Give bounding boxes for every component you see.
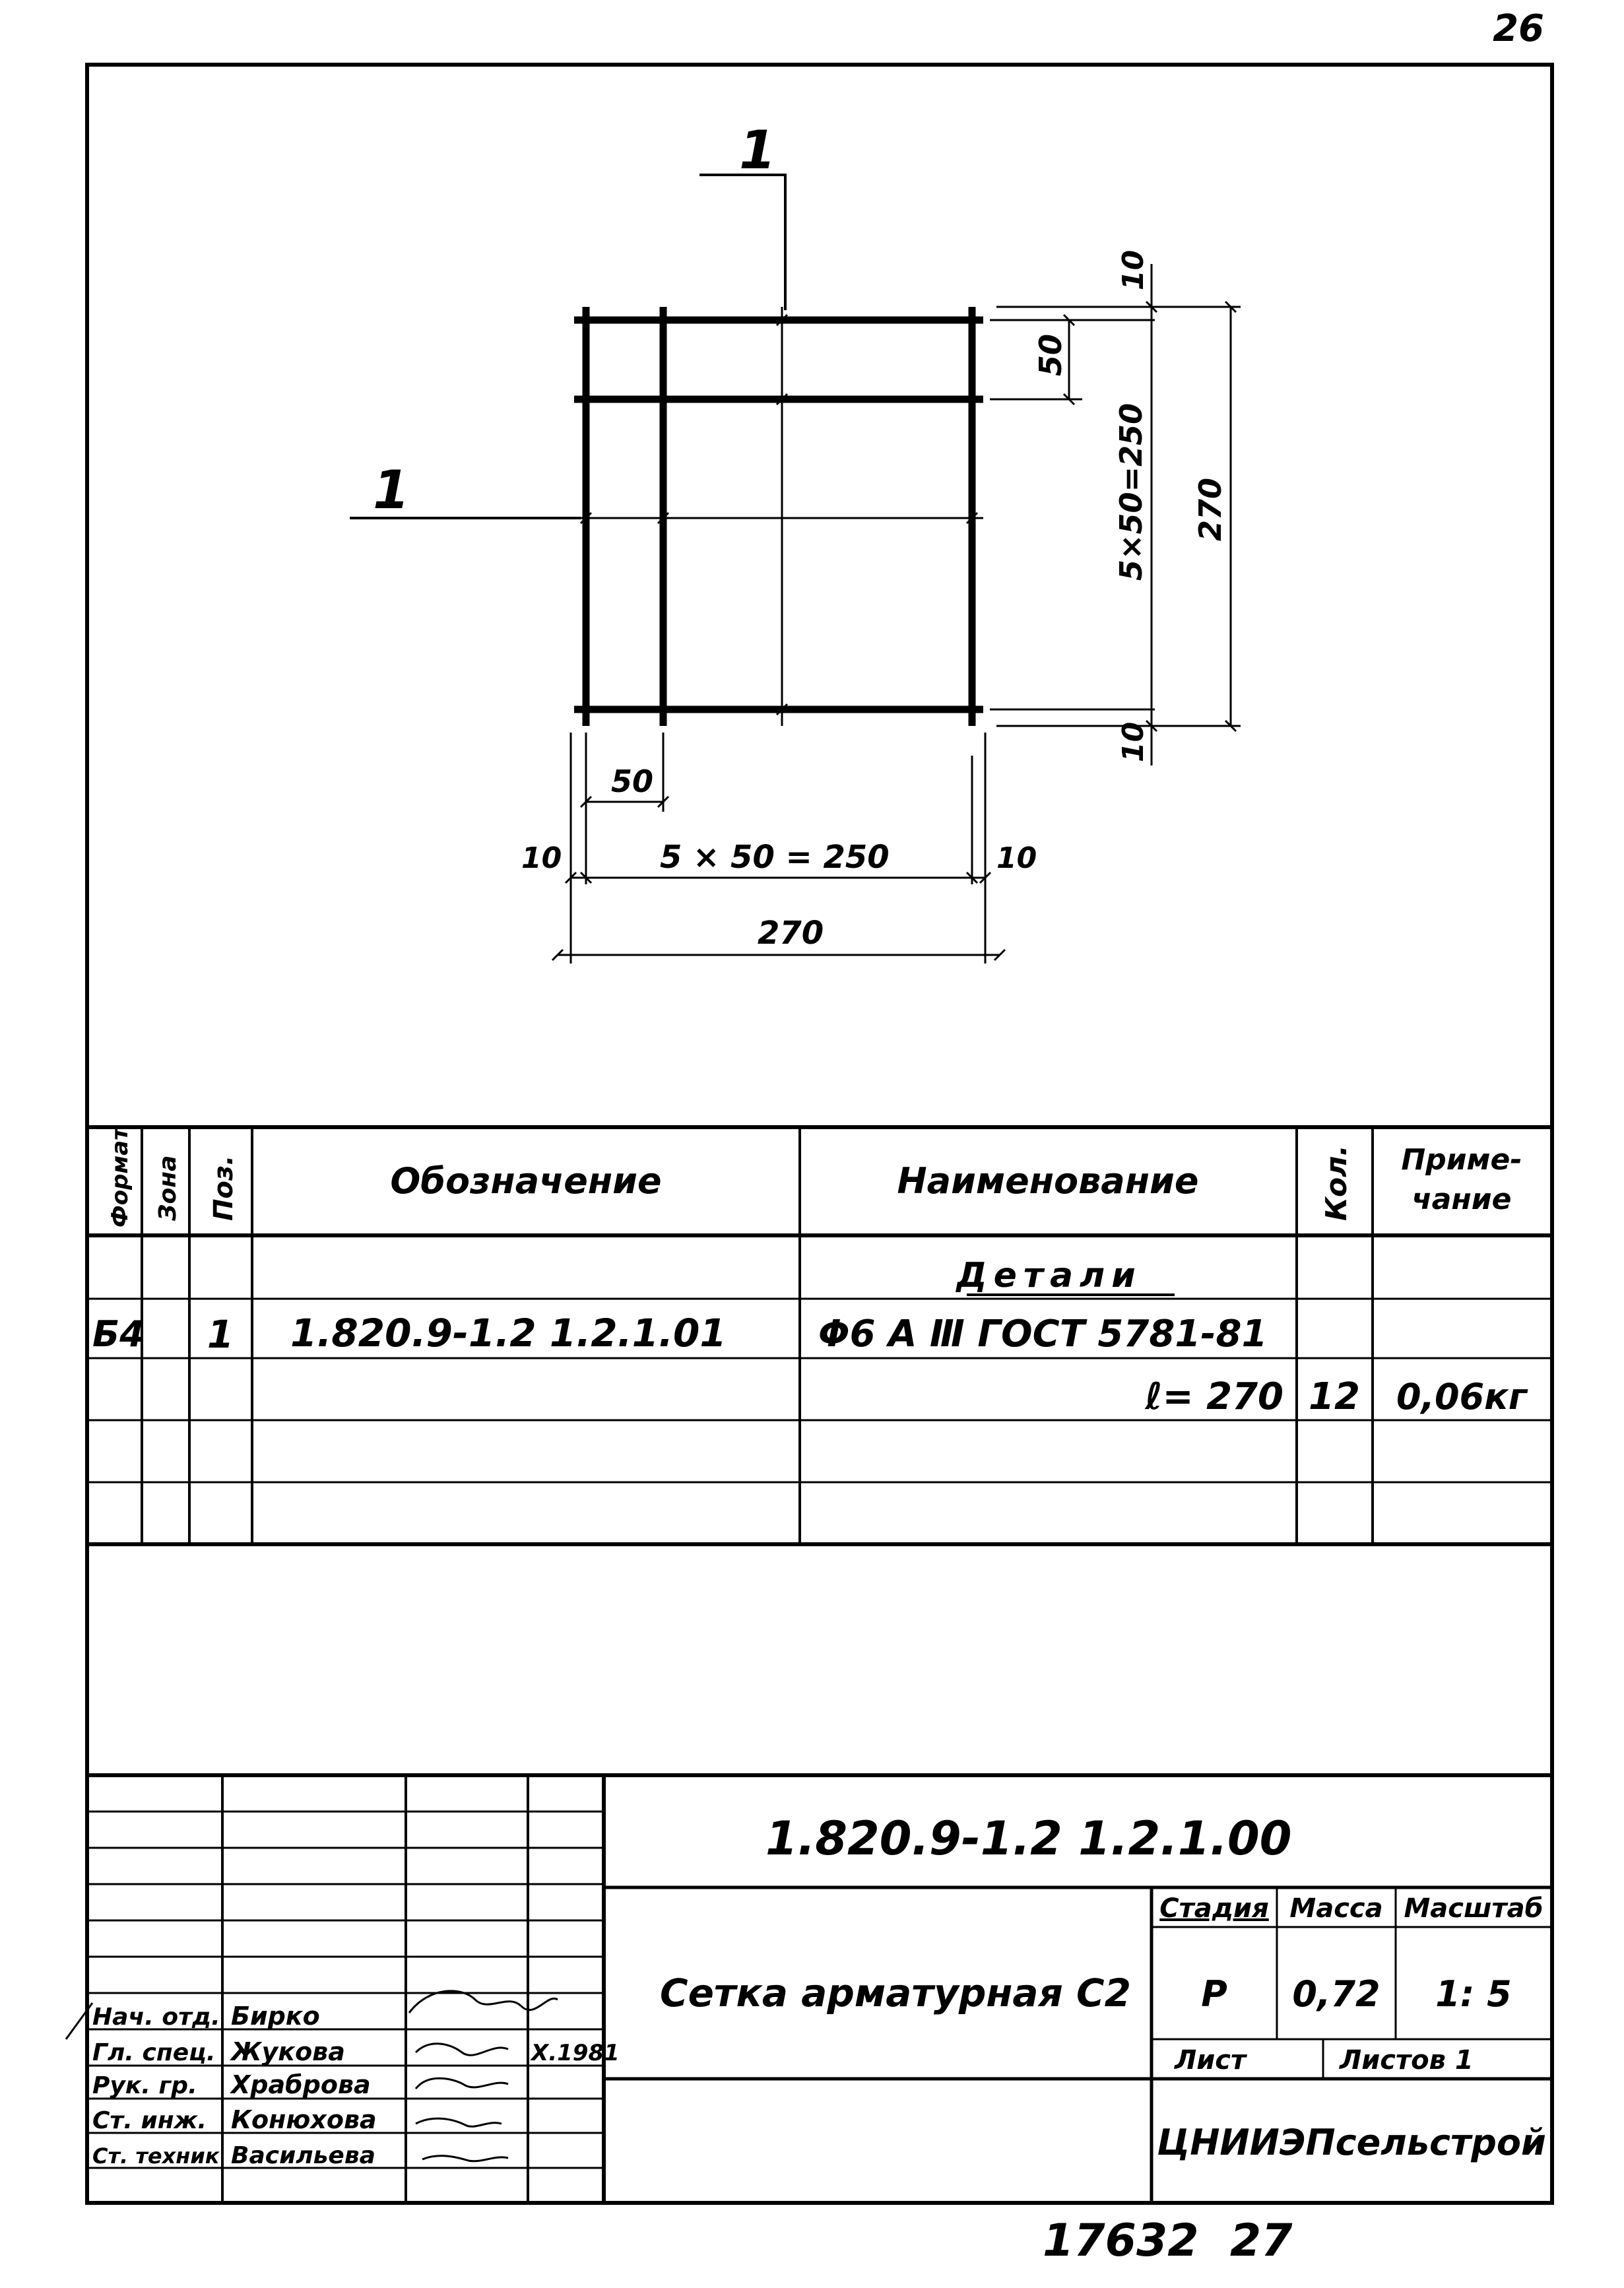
row1-name: Φ6 А Ⅲ ГОСТ 5781-81	[818, 1313, 1268, 1356]
dim-top-edge: 10	[1117, 249, 1150, 290]
section-mark-top	[699, 119, 785, 310]
page-number: 26	[1493, 7, 1544, 50]
title-block	[66, 1775, 1552, 2203]
vertical-dimensions	[990, 250, 1241, 766]
stage-value: Р	[1201, 1973, 1227, 2015]
sheet-frame	[87, 65, 1552, 2203]
header-note-line2: чание	[1412, 1183, 1512, 1216]
mass-value: 0,72	[1292, 1973, 1380, 2015]
sheets-label: Листов 1	[1340, 2045, 1474, 2076]
header-zone: Зона	[154, 1155, 181, 1221]
staff-role: Рук. гр.	[92, 2072, 197, 2099]
header-designation: Обозначение	[390, 1160, 662, 1202]
dim-horizontal-total-bars: 5 × 50 = 250	[660, 839, 890, 876]
section-label: 1	[373, 459, 410, 521]
spec-table	[87, 1126, 1552, 1544]
row2-qty: 12	[1309, 1375, 1360, 1418]
section-label: 1	[739, 119, 776, 181]
staff-role: Гл. спец.	[92, 2039, 216, 2066]
row1-format: Б4	[92, 1313, 145, 1355]
header-note-line1: Приме-	[1401, 1143, 1522, 1177]
staff-role: Ст. техник	[92, 2143, 220, 2169]
staff-name: Бирко	[231, 2002, 320, 2031]
dim-vertical-overall: 270	[1192, 477, 1228, 541]
header-name: Наименование	[897, 1160, 1199, 1202]
mass-label: Масса	[1289, 1893, 1383, 1924]
scale-value: 1: 5	[1435, 1973, 1512, 2015]
scale-label: Масштаб	[1404, 1893, 1543, 1924]
section-mark-left	[350, 459, 581, 521]
staff-name: Жукова	[231, 2037, 345, 2066]
dim-vertical-total-bars: 5×50=250	[1113, 403, 1149, 581]
drawing-title: Сетка арматурная С2	[660, 1971, 1131, 2015]
header-format: Формат	[107, 1127, 133, 1227]
date: Х.1981	[531, 2040, 620, 2066]
row1-designation: 1.820.9-1.2 1.2.1.01	[290, 1311, 727, 1356]
footer-number: 17632 27	[1043, 2215, 1293, 2267]
row1-pos: 1	[207, 1312, 234, 1357]
section-title: Детали	[956, 1256, 1142, 1295]
dim-bottom-edge: 10	[1117, 721, 1150, 762]
staff-name: Конюхова	[231, 2105, 377, 2134]
staff-name: Храброва	[231, 2070, 371, 2099]
horizontal-dimensions	[521, 733, 1037, 964]
staff-name: Васильева	[231, 2142, 375, 2169]
dim-vertical-step: 50	[1033, 333, 1068, 376]
dim-horizontal-overall: 270	[758, 915, 824, 952]
mesh-drawing	[574, 307, 983, 726]
dim-horizontal-left-edge: 10	[521, 841, 562, 875]
row2-name: ℓ= 270	[1145, 1375, 1283, 1418]
dim-horizontal-right-edge: 10	[996, 841, 1037, 875]
staff-role: Нач. отд.	[92, 2004, 220, 2031]
sheet-label: Лист	[1175, 2045, 1247, 2076]
header-qty: Кол.	[1320, 1144, 1353, 1221]
row2-note: 0,06кг	[1396, 1376, 1528, 1418]
header-pos: Поз.	[209, 1155, 239, 1221]
organization: ЦНИИЭПсельстрой	[1157, 2122, 1546, 2163]
stage-label: Стадия	[1159, 1893, 1269, 1924]
dim-horizontal-step: 50	[611, 764, 654, 799]
staff-role: Ст. инж.	[92, 2107, 207, 2134]
document-code: 1.820.9-1.2 1.2.1.00	[765, 1812, 1292, 1866]
